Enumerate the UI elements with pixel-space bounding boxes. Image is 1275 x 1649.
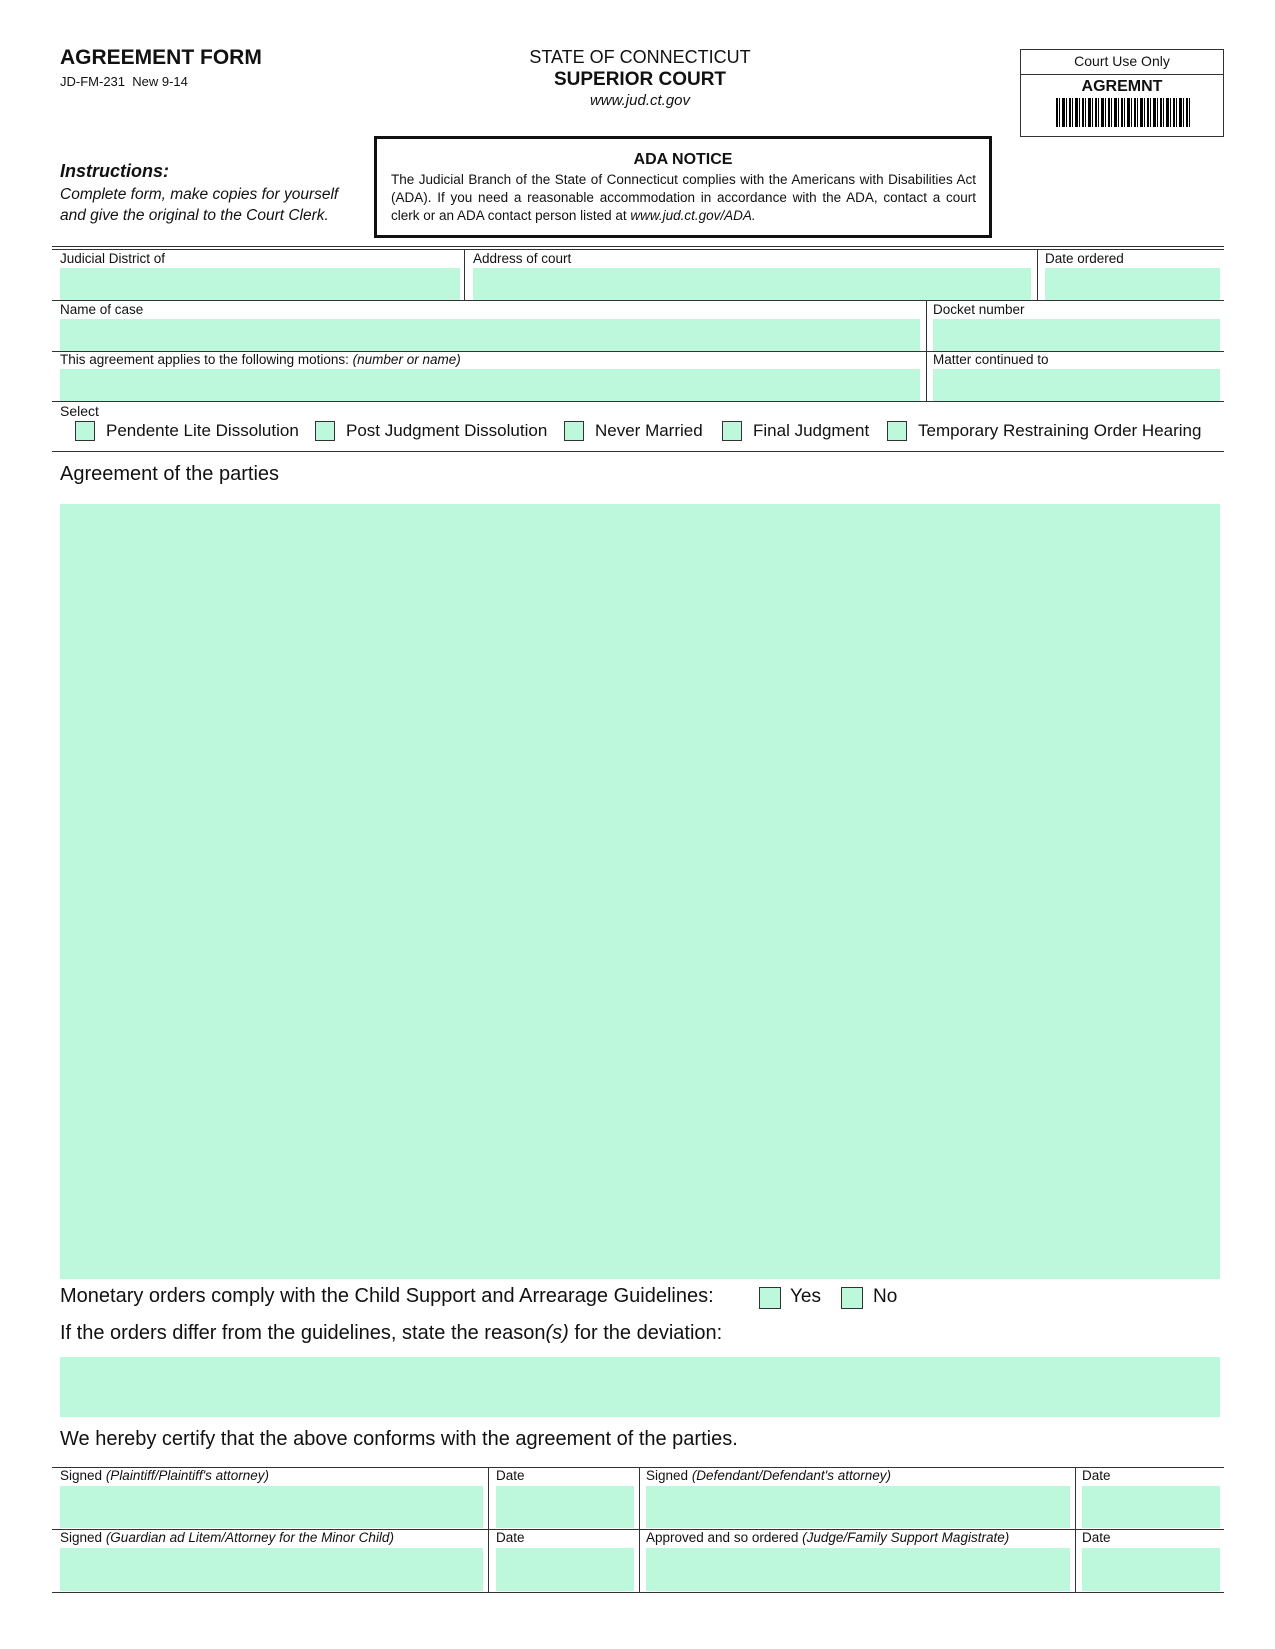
final-judgment-checkbox[interactable] [722,421,742,441]
plaintiff-signed-label [60,1468,269,1483]
defendant-date-label: Date [1082,1468,1111,1483]
ada-notice-text [391,171,976,225]
monetary-yes-label: Yes [790,1286,821,1307]
select-label: Select [60,403,99,419]
guardian-date-label: Date [496,1530,525,1545]
court-name: SUPERIOR COURT [553,69,727,90]
certify-statement: We hereby certify that the above conforms with the agreement of the parties. [60,1428,738,1450]
motions-label [60,352,461,367]
defendant-signed-label [646,1468,891,1483]
deviation-reason-field[interactable] [60,1357,1220,1417]
name-of-case-label: Name of case [60,302,144,317]
instructions-text: Complete form, make copies for yourself and give the original to the Court Clerk. [60,186,339,224]
website: www.jud.ct.gov [589,92,691,109]
restraining-order-checkbox[interactable] [887,421,907,441]
court-use-box [1020,49,1224,137]
court-use-code: AGREMNT [1081,78,1163,95]
judge-approved-text: Approved and so ordered [646,1530,799,1545]
never-married-checkbox[interactable] [564,421,584,441]
defendant-signature-field[interactable] [646,1486,1070,1528]
name-of-case-field[interactable] [60,319,920,351]
final-judgment-label: Final Judgment [753,421,870,440]
plaintiff-date-label: Date [496,1468,525,1483]
matter-continued-label: Matter continued to [933,352,1049,367]
post-judgment-checkbox[interactable] [315,421,335,441]
address-of-court-field[interactable] [473,268,1031,300]
deviation-prompt-italic: (s) [545,1322,569,1344]
plaintiff-date-field[interactable] [496,1486,634,1528]
court-use-label: Court Use Only [1074,53,1170,69]
docket-number-field[interactable] [933,319,1220,351]
form-title: AGREEMENT FORM [60,46,262,69]
monetary-question: Monetary orders comply with the Child Support and Arrearage Guidelines: [60,1285,714,1307]
state-name: STATE OF CONNECTICUT [529,47,751,67]
agreement-heading: Agreement of the parties [60,463,280,485]
plaintiff-signed-hint: (Plaintiff/Plaintiff's attorney) [105,1468,269,1483]
matter-continued-field[interactable] [933,369,1220,401]
form-number: JD-FM-231 New 9-14 [60,74,188,89]
motions-label-hint: (number or name) [352,352,461,367]
date-ordered-field[interactable] [1045,268,1220,300]
deviation-prompt-prefix: If the orders differ from the guidelines, state the reason [60,1322,546,1344]
judge-approved-hint: (Judge/Family Support Magistrate) [802,1530,1010,1545]
judicial-district-field[interactable] [60,268,460,300]
docket-number-label: Docket number [933,302,1025,317]
ada-notice-title: ADA NOTICE [633,151,733,168]
ada-notice-body: The Judicial Branch of the State of Connecticut complies with the Americans with Disabilities Act (ADA). If you need a reasonable accommodation in accordance with the ADA, contact a court clerk or an ADA contact person listed at [391,172,976,223]
plaintiff-signature-field[interactable] [60,1486,483,1528]
agreement-text-area[interactable] [60,504,1220,1279]
plaintiff-signed-text: Signed [60,1468,103,1483]
pendente-lite-label: Pendente Lite Dissolution [106,421,299,440]
judge-date-label: Date [1082,1530,1111,1545]
date-ordered-label: Date ordered [1045,251,1124,266]
instructions-title: Instructions: [60,161,170,181]
restraining-order-label: Temporary Restraining Order Hearing [918,421,1202,440]
motions-field[interactable] [60,369,920,401]
defendant-signed-hint: (Defendant/Defendant's attorney) [691,1468,892,1483]
guardian-signed-text: Signed [60,1530,103,1545]
address-of-court-label: Address of court [473,251,572,266]
pendente-lite-checkbox[interactable] [75,421,95,441]
deviation-prompt-suffix: for the deviation: [568,1322,723,1344]
judge-approved-label [646,1530,1009,1545]
guardian-date-field[interactable] [496,1548,634,1591]
monetary-no-checkbox[interactable] [841,1287,863,1309]
never-married-label: Never Married [595,421,703,440]
monetary-yes-checkbox[interactable] [759,1287,781,1309]
guardian-signed-hint: (Guardian ad Litem/Attorney for the Minor Child) [105,1530,394,1545]
judicial-district-label: Judicial District of [60,251,166,266]
guardian-signature-field[interactable] [60,1548,483,1591]
post-judgment-label: Post Judgment Dissolution [346,421,548,440]
motions-label-text: This agreement applies to the following motions: [60,352,349,367]
ada-notice-box [374,136,992,238]
deviation-prompt [60,1322,722,1345]
guardian-signed-label [60,1530,394,1545]
defendant-date-field[interactable] [1082,1486,1220,1528]
barcode-image [1056,98,1190,127]
defendant-signed-text: Signed [646,1468,689,1483]
ada-link[interactable]: www.jud.ct.gov/ADA. [630,208,756,223]
monetary-no-label: No [873,1286,898,1307]
judge-date-field[interactable] [1082,1548,1220,1591]
judge-signature-field[interactable] [646,1548,1070,1591]
